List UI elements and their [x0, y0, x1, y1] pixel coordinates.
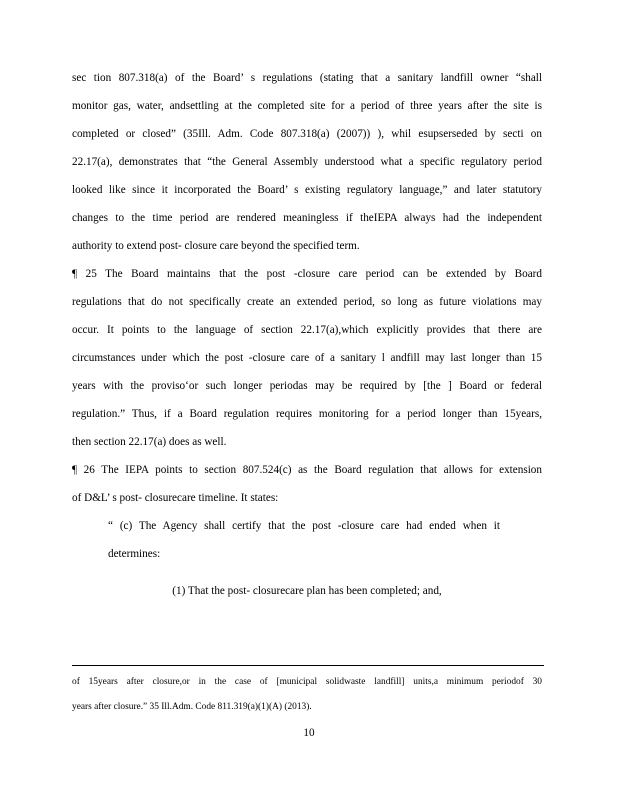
body-line: ¶ 25 The Board maintains that the post -closure care period can be extended by Board — [72, 268, 542, 280]
body-line: monitor gas, water, andsettling at the completed site for a period of three years after the site is — [72, 100, 542, 112]
quote-line: determines: — [108, 548, 161, 560]
body-line: authority to extend post- closure care beyond the specified term. — [72, 240, 360, 252]
body-line: completed or closed” (35Ill. Adm. Code 807.318(a) (2007)) ), whil esupserseded by secti on — [72, 128, 542, 140]
body-line: ¶ 26 The IEPA points to section 807.524(c) as the Board regulation that allows for extension — [72, 464, 542, 476]
footnote-divider — [72, 665, 544, 666]
list-item: (1) That the post- closurecare plan has been completed; and, — [172, 585, 442, 597]
body-line: then section 22.17(a) does as well. — [72, 436, 227, 448]
body-line: changes to the time period are rendered meaningless if theIEPA always had the independent — [72, 212, 542, 224]
body-line: regulations that do not specifically create an extended period, so long as future violations may — [72, 296, 542, 308]
page-number: 10 — [303, 727, 315, 739]
body-line: 22.17(a), demonstrates that “the General Assembly understood what a specific regulatory period — [72, 156, 542, 168]
body-line: circumstances under which the post -closure care of a sanitary l andfill may last longer than 15 — [72, 352, 542, 364]
body-line: years with the proviso‘or such longer periodas may be required by [the ] Board or federal — [72, 380, 542, 392]
footnote-line: of 15years after closure,or in the case of [municipal solidwaste landfill] units,a minimum periodof 30 — [72, 677, 542, 687]
body-line: sec tion 807.318(a) of the Board’ s regulations (stating that a sanitary landfill owner “shall — [72, 72, 542, 84]
footnote-line: years after closure.” 35 Ill.Adm. Code 811.319(a)(1)(A) (2013). — [72, 702, 312, 712]
quote-line: “ (c) The Agency shall certify that the post -closure care had ended when it — [108, 520, 500, 532]
body-line: looked like since it incorporated the Board’ s existing regulatory language,” and later statutory — [72, 184, 542, 196]
body-line: regulation.” Thus, if a Board regulation requires monitoring for a period longer than 15years, — [72, 408, 542, 420]
body-line: of D&L’ s post- closurecare timeline. It states: — [72, 492, 279, 504]
body-line: occur. It points to the language of section 22.17(a),which explicitly provides that there are — [72, 324, 542, 336]
